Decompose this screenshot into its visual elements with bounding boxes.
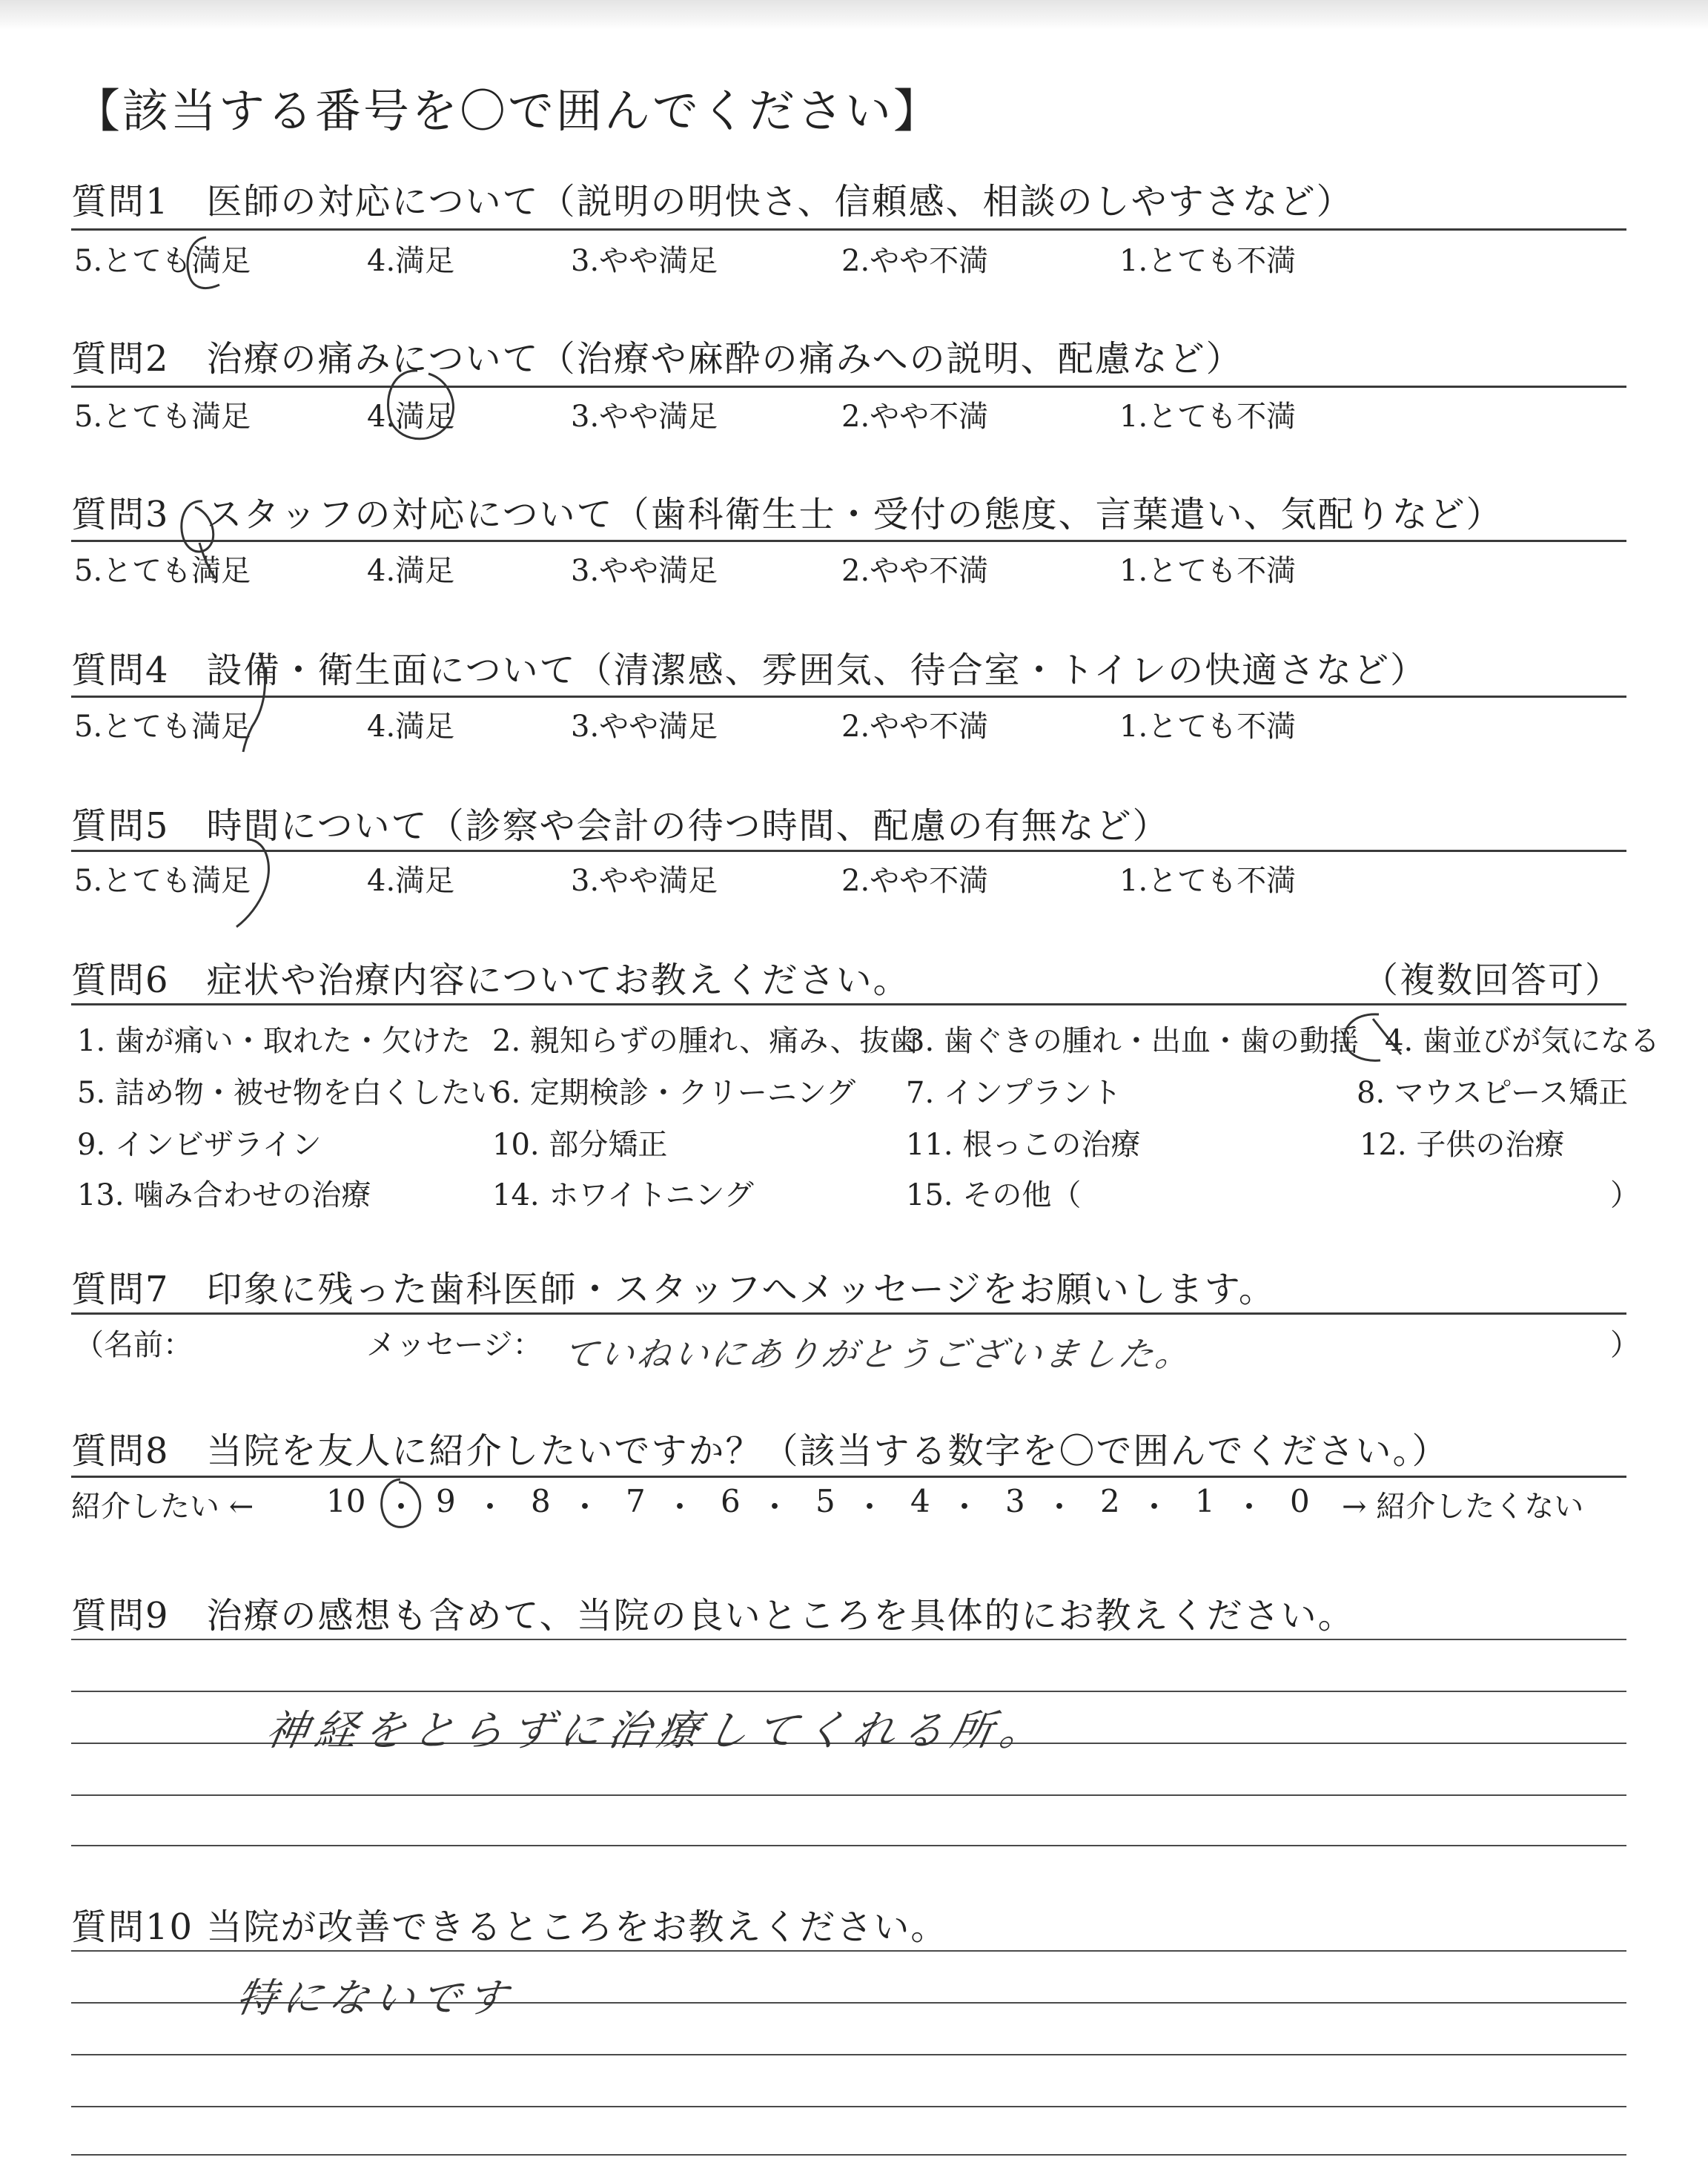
q8-scale-4[interactable]: 4 (910, 1483, 930, 1519)
q1-option-1[interactable]: 1.とても不満 (1119, 244, 1297, 278)
q6-option-3[interactable]: 3. 歯ぐきの腫れ・出血・歯の動揺 (906, 1024, 1359, 1058)
q8-separator: ・ (1044, 1489, 1076, 1525)
q7-rule (71, 1312, 1626, 1315)
q2-option-5[interactable]: 5.とても満足 (74, 400, 251, 434)
q8-separator: ・ (854, 1489, 886, 1525)
q4-answer-circle (222, 645, 282, 756)
q8-scale-10[interactable]: 10 (326, 1483, 366, 1519)
q6-answer-circle (1334, 1008, 1409, 1068)
q8-rule (71, 1476, 1626, 1478)
q6-option-11[interactable]: 11. 根っこの治療 (906, 1128, 1141, 1162)
q6-rule (71, 1003, 1626, 1005)
q9-answer-line-4 (71, 1794, 1626, 1796)
q4-option-4[interactable]: 4.満足 (367, 710, 455, 744)
q6-option-15-other[interactable]: 15. その他（ (906, 1178, 1082, 1212)
q6-option-12[interactable]: 12. 子供の治療 (1360, 1128, 1565, 1162)
q7-handwritten-message: ていねいにありがとうございました。 (559, 1334, 1197, 1374)
q4-question: 質問4 設備・衛生面について（清潔感、雰囲気、待合室・トイレの快適さなど） (71, 650, 1428, 691)
q6-multiple-answers-note: （複数回答可） (1363, 960, 1623, 1001)
q1-option-5[interactable]: 5.とても満足 (74, 244, 251, 278)
q8-scale-6[interactable]: 6 (721, 1483, 741, 1519)
q3-answer-circle (167, 495, 234, 584)
q5-answer-circle (219, 830, 285, 934)
q8-scale-8[interactable]: 8 (531, 1483, 551, 1519)
q6-option-7[interactable]: 7. インプラント (906, 1076, 1122, 1110)
q3-option-2[interactable]: 2.やや不満 (841, 554, 989, 588)
q3-option-1[interactable]: 1.とても不満 (1119, 554, 1297, 588)
scan-top-shadow (0, 0, 1708, 30)
q3-option-3[interactable]: 3.やや満足 (571, 554, 718, 588)
q6-other-close-paren: ） (1610, 1178, 1640, 1212)
q8-separator: ・ (569, 1489, 601, 1525)
q7-question: 質問7 印象に残った歯科医師・スタッフへメッセージをお願いします。 (71, 1269, 1276, 1310)
q5-question: 質問5 時間について（診察や会計の待つ時間、配慮の有無など） (71, 805, 1170, 847)
q9-question: 質問9 治療の感想も含めて、当院の良いところを具体的にお教えください。 (71, 1595, 1355, 1636)
q8-scale-3[interactable]: 3 (1005, 1483, 1025, 1519)
q8-scale-7[interactable]: 7 (626, 1483, 646, 1519)
q3-question: 質問3 スタッフの対応について（歯科衛生士・受付の態度、言葉遣い、気配りなど） (71, 494, 1503, 535)
q8-answer-circle (371, 1472, 430, 1539)
q6-option-2[interactable]: 2. 親知らずの腫れ、痛み、抜歯 (492, 1024, 919, 1058)
q10-answer-line-1 (71, 1950, 1626, 1952)
q2-question: 質問2 治療の痛みについて（治療や麻酔の痛みへの説明、配慮など） (71, 338, 1243, 380)
q10-answer-line-4 (71, 2106, 1626, 2107)
q8-separator: ・ (1139, 1489, 1171, 1525)
q5-option-5[interactable]: 5.とても満足 (74, 864, 251, 898)
q4-option-5[interactable]: 5.とても満足 (74, 710, 251, 744)
q6-option-10[interactable]: 10. 部分矯正 (492, 1128, 668, 1162)
q3-option-5[interactable]: 5.とても満足 (74, 554, 251, 588)
q6-option-9[interactable]: 9. インビザライン (77, 1128, 322, 1162)
q5-option-2[interactable]: 2.やや不満 (841, 864, 989, 898)
q10-question: 質問10 当院が改善できるところをお教えください。 (71, 1906, 948, 1948)
q8-separator: ・ (474, 1489, 506, 1525)
q2-option-2[interactable]: 2.やや不満 (841, 400, 989, 434)
q5-option-1[interactable]: 1.とても不満 (1119, 864, 1297, 898)
q8-separator: ・ (385, 1489, 417, 1525)
q6-option-1[interactable]: 1. 歯が痛い・取れた・欠けた (77, 1024, 471, 1058)
q2-option-1[interactable]: 1.とても不満 (1119, 400, 1297, 434)
q8-separator: ・ (1234, 1489, 1265, 1525)
q2-option-4[interactable]: 4.満足 (367, 400, 455, 434)
q6-option-4[interactable]: 4. 歯並びが気になる (1385, 1024, 1660, 1058)
q4-option-2[interactable]: 2.やや不満 (841, 710, 989, 744)
q10-handwritten-answer: 特にないです (232, 1975, 517, 2021)
q1-rule (71, 228, 1626, 231)
q1-answer-circle (176, 231, 228, 298)
q5-rule (71, 850, 1626, 852)
q4-option-1[interactable]: 1.とても不満 (1119, 710, 1297, 744)
q6-option-6[interactable]: 6. 定期検診・クリーニング (492, 1076, 856, 1110)
q8-scale-9[interactable]: 9 (436, 1483, 456, 1519)
q9-answer-line-5 (71, 1845, 1626, 1846)
q6-option-5[interactable]: 5. 詰め物・被せ物を白くしたい (77, 1076, 500, 1110)
q8-left-label: 紹介したい ← (71, 1490, 254, 1524)
q8-scale-0[interactable]: 0 (1290, 1483, 1310, 1519)
q8-separator: ・ (949, 1489, 981, 1525)
q7-message-label: メッセージ： (366, 1328, 543, 1362)
q8-scale-5[interactable]: 5 (815, 1483, 835, 1519)
q3-option-4[interactable]: 4.満足 (367, 554, 455, 588)
q6-option-14[interactable]: 14. ホワイトニング (492, 1178, 754, 1212)
q1-option-3[interactable]: 3.やや満足 (571, 244, 718, 278)
q10-answer-line-3 (71, 2054, 1626, 2055)
q1-question: 質問1 医師の対応について（説明の明快さ、信頼感、相談のしやすさなど） (71, 181, 1354, 222)
q9-answer-line-1 (71, 1639, 1626, 1640)
q9-answer-line-2 (71, 1691, 1626, 1692)
q8-question: 質問8 当院を友人に紹介したいですか？（該当する数字を〇で囲んでください。） (71, 1430, 1449, 1472)
q4-option-3[interactable]: 3.やや満足 (571, 710, 718, 744)
form-title: 【該当する番号を〇で囲んでください】 (74, 84, 942, 138)
q5-option-3[interactable]: 3.やや満足 (571, 864, 718, 898)
q2-rule (71, 386, 1626, 388)
q6-question: 質問6 症状や治療内容についてお教えください。 (71, 960, 910, 1001)
q7-name-label: （名前： (74, 1328, 193, 1362)
q3-rule (71, 540, 1626, 542)
q10-answer-line-5 (71, 2154, 1626, 2156)
q8-separator: ・ (759, 1489, 791, 1525)
q1-option-2[interactable]: 2.やや不満 (841, 244, 989, 278)
q5-option-4[interactable]: 4.満足 (367, 864, 455, 898)
q7-close-paren: ） (1610, 1328, 1640, 1362)
q8-separator: ・ (664, 1489, 696, 1525)
q6-option-13[interactable]: 13. 噛み合わせの治療 (77, 1178, 371, 1212)
q2-answer-circle (377, 363, 466, 452)
q8-right-label: → 紹介したくない (1342, 1490, 1584, 1524)
q8-scale-1[interactable]: 1 (1195, 1483, 1215, 1519)
q6-option-8[interactable]: 8. マウスピース矯正 (1357, 1076, 1629, 1110)
q1-option-4[interactable]: 4.満足 (367, 244, 455, 278)
q8-scale-2[interactable]: 2 (1100, 1483, 1120, 1519)
q9-handwritten-answer: 神経をとらずに治療してくれる所。 (262, 1707, 1053, 1755)
q4-rule (71, 696, 1626, 698)
q2-option-3[interactable]: 3.やや満足 (571, 400, 718, 434)
